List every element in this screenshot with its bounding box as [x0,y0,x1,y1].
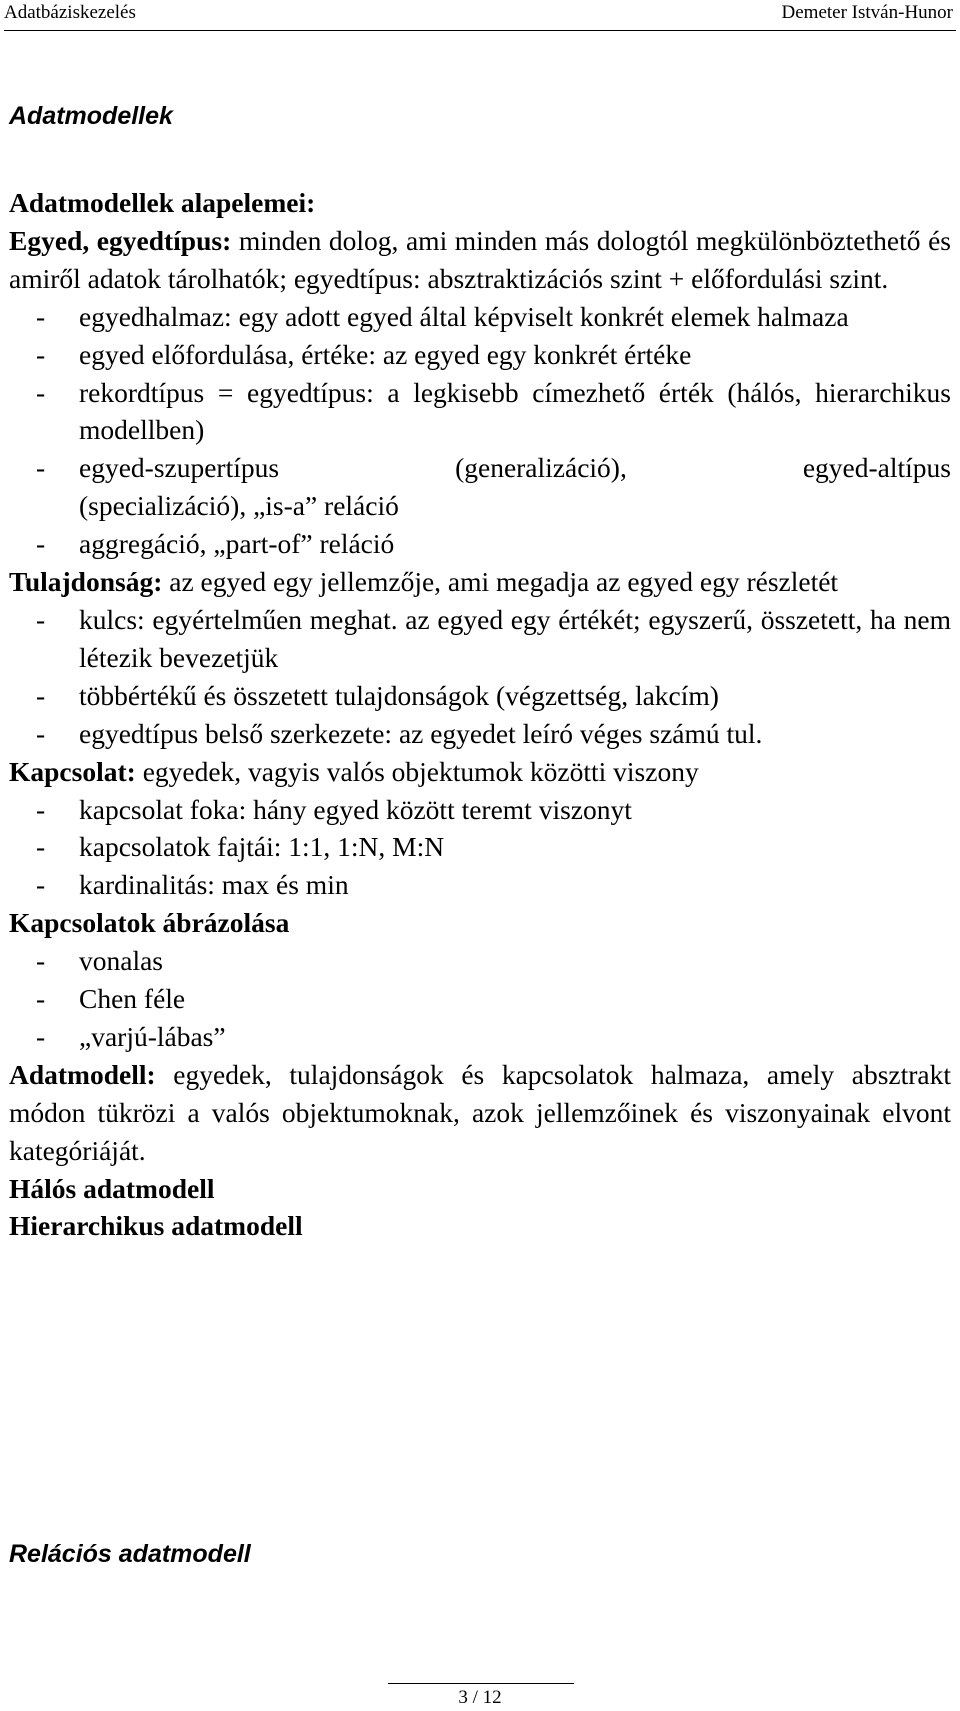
adatmodell-paragraph: Adatmodell: egyedek, tulajdonságok és kapcsolatok halmaza, amely absztrakt módon tükrözi a valós objektumoknak, azok jellemzőinek és viszonyainak elvont kategóriáját. [9,1058,951,1166]
header-left: Adatbáziskezelés [4,2,136,23]
abrazolas-list [9,942,951,1056]
footer-rule [388,1683,574,1684]
list-item: - egyed-szupertípus (generalizáció), egyed-altípus (specializáció), „is-a” reláció [36,452,951,522]
page-header [0,0,960,30]
kapcsolat-list [9,791,951,905]
adatmodell-term: Adatmodell: [9,1058,156,1090]
list-item: - Chen féle [36,983,186,1015]
list-item: - aggregáció, „part-of” reláció [36,528,395,560]
egyed-term: Egyed, egyedtípus: [9,224,232,256]
list-item: - kapcsolatok fajtái: 1:1, 1:N, M:N [36,831,445,863]
page-number: 3 / 12 [458,1687,502,1708]
egyed-paragraph [9,222,951,298]
relacios-heading: Relációs adatmodell [9,1540,251,1568]
list-item: - kapcsolat foka: hány egyed között teremt viszonyt [36,793,632,825]
list-item: - egyedhalmaz: egy adott egyed által képviselt konkrét elemek halmaza [36,300,849,332]
kapcsolat-paragraph: Kapcsolat: egyedek, vagyis valós objektumok közötti viszony [9,755,699,787]
list-item: - rekordtípus = egyedtípus: a legkisebb címezhető érték (hálós, hierarchikus modellben) [36,376,951,446]
abrazolas-heading: Kapcsolatok ábrázolása [9,907,290,939]
document-body [9,184,951,1245]
egyed-text: minden dolog, ami minden más dologtól megkülönböztethető és amiről adatok tárolhatók; egyedtípus: absztraktizációs szint + előfordulási szint. [9,224,951,294]
list-item: - többértékű és összetett tulajdonságok (végzettség, lakcím) [36,679,719,711]
list-item: - „varjú-lábas” [36,1020,226,1052]
tulajdonsag-paragraph: Tulajdonság: az egyed egy jellemzője, ami megadja az egyed egy részletét [9,566,839,598]
list-item: - kulcs: egyértelműen meghat. az egyed egy értékét; egyszerű, összetett, ha nem létezik bevezetjük [36,603,951,673]
list-item: - vonalas [36,945,164,977]
egyed-list [9,298,951,563]
kapcsolat-term: Kapcsolat: [9,755,136,787]
list-item: - kardinalitás: max és min [36,869,349,901]
header-right: Demeter István-Hunor [781,2,953,23]
halos-heading: Hálós adatmodell [9,1172,215,1204]
section-title: Adatmodellek [9,102,173,130]
header-rule [4,30,956,31]
list-item: - egyedtípus belső szerkezete: az egyedet leíró véges számú tul. [36,717,763,749]
hierarchikus-heading: Hierarchikus adatmodell [9,1210,303,1242]
subtitle: Adatmodellek alapelemei: [9,187,316,218]
tulajdonsag-list [9,601,951,753]
list-item: - egyed előfordulása, értéke: az egyed egy konkrét értéke [36,338,692,370]
tulajdonsag-term: Tulajdonság: [9,566,163,598]
